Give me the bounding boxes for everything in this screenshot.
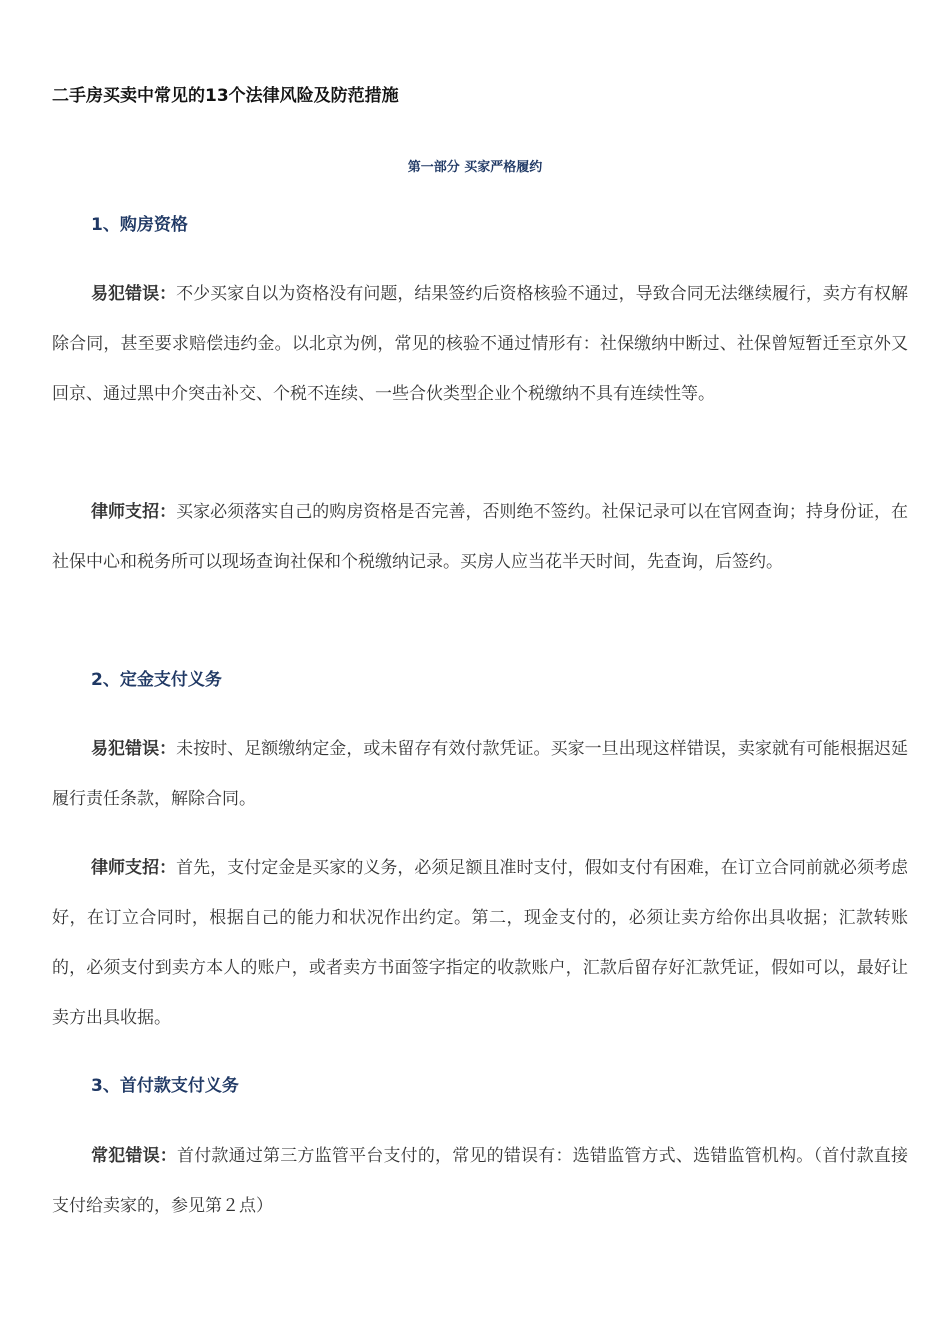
paragraph-1-advice <box>52 487 908 587</box>
paragraph-text: 首付款通过第三方监管平台支付的，常见的错误有：选错监管方式、选错监管机构。（首付款直接支付给卖家的，参见第２点） <box>52 1146 909 1216</box>
section-heading-3: 3、首付款支付义务 <box>91 1076 239 1096</box>
document-title: 二手房买卖中常见的13个法律风险及防范措施 <box>52 86 399 106</box>
paragraph-2-mistake <box>52 724 908 824</box>
paragraph-lead: 易犯错误： <box>91 739 177 759</box>
paragraph-2-advice <box>52 843 908 1043</box>
paragraph-text: 不少买家自以为资格没有问题，结果签约后资格核验不通过，导致合同无法继续履行，卖方有权解除合同，甚至要求赔偿违约金。以北京为例，常见的核验不通过情形有：社保缴纳中断过、社保曾短暂迁至京外又回京、通过黑中介突击补交、个税不连续、一些合伙类型企业个税缴纳不具有连续性等。 <box>52 284 909 404</box>
paragraph-lead: 常犯错误： <box>91 1146 178 1166</box>
paragraph-lead: 律师支招： <box>91 858 177 878</box>
paragraph-lead: 律师支招： <box>91 502 177 522</box>
part-heading: 第一部分 买家严格履约 <box>407 160 543 175</box>
paragraph-text: 买家必须落实自己的购房资格是否完善，否则绝不签约。社保记录可以在官网查询；持身份证，在社保中心和税务所可以现场查询社保和个税缴纳记录。买房人应当花半天时间，先查询，后签约。 <box>52 502 909 572</box>
paragraph-text: 首先，支付定金是买家的义务，必须足额且准时支付，假如支付有困难，在订立合同前就必须考虑好，在订立合同时，根据自己的能力和状况作出约定。第二，现金支付的，必须让卖方给你出具收据；汇款转账的，必须支付到卖方本人的账户，或者卖方书面签字指定的收款账户，汇款后留存好汇款凭证，假如可以，最好让卖方出具收据。 <box>52 858 909 1028</box>
section-heading-1: 1、购房资格 <box>91 215 188 235</box>
paragraph-text: 未按时、足额缴纳定金，或未留存有效付款凭证。买家一旦出现这样错误，卖家就有可能根据迟延履行责任条款，解除合同。 <box>52 739 909 809</box>
paragraph-lead: 易犯错误： <box>91 284 177 304</box>
paragraph-3-mistake <box>52 1131 908 1231</box>
paragraph-1-mistake <box>52 269 908 419</box>
section-heading-2: 2、定金支付义务 <box>91 670 222 690</box>
